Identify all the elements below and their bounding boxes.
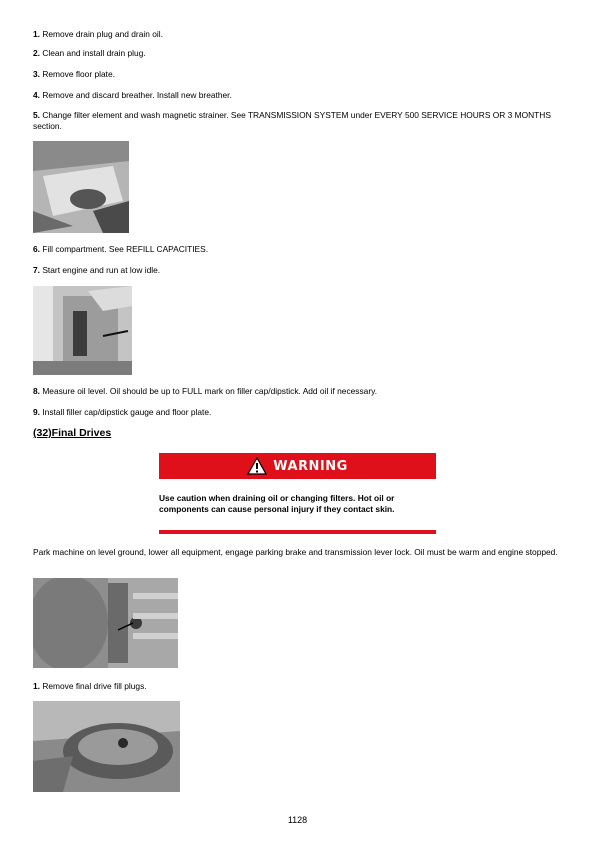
step-7 bbox=[33, 265, 558, 276]
step-text: Start engine and run at low idle. bbox=[42, 265, 161, 275]
step-number: 8. bbox=[33, 386, 40, 396]
step-text: Change filter element and wash magnetic strainer. See TRANSMISSION SYSTEM under EVERY 500 SERVICE HOURS OR 3 MONTHS section. bbox=[33, 110, 551, 131]
step-4 bbox=[33, 90, 558, 101]
photo-oil-level bbox=[33, 286, 132, 375]
warning-banner bbox=[159, 453, 436, 479]
step-number: 2. bbox=[33, 48, 40, 58]
warning-bottom-rule bbox=[159, 530, 436, 534]
step-number: 9. bbox=[33, 407, 40, 417]
step-1 bbox=[33, 29, 558, 40]
step-number: 1. bbox=[33, 681, 40, 691]
step-number: 7. bbox=[33, 265, 40, 275]
step-2 bbox=[33, 48, 558, 59]
photo-final-drive bbox=[33, 578, 178, 668]
step-5 bbox=[33, 110, 558, 132]
step-9 bbox=[33, 407, 558, 418]
section-heading: (32)Final Drives bbox=[33, 427, 112, 439]
warning-label: WARNING bbox=[273, 458, 348, 474]
step-final-1 bbox=[33, 681, 558, 692]
photo-fill-plugs bbox=[33, 701, 180, 792]
step-number: 1. bbox=[33, 29, 40, 39]
page-number: 1128 bbox=[287, 815, 308, 825]
step-number: 4. bbox=[33, 90, 40, 100]
step-text: Clean and install drain plug. bbox=[42, 48, 146, 58]
step-3 bbox=[33, 69, 558, 80]
warning-triangle-icon bbox=[247, 457, 267, 475]
step-text: Measure oil level. Oil should be up to FULL mark on filler cap/dipstick. Add oil if necessary. bbox=[42, 386, 378, 396]
step-text: Fill compartment. See REFILL CAPACITIES. bbox=[42, 244, 209, 254]
step-number: 6. bbox=[33, 244, 40, 254]
step-text: Remove floor plate. bbox=[42, 69, 115, 79]
intro-paragraph: Park machine on level ground, lower all equipment, engage parking brake and transmission lever lock. Oil must be warm and engine stopped. bbox=[33, 547, 558, 557]
step-text: Install filler cap/dipstick gauge and floor plate. bbox=[42, 407, 212, 417]
warning-text: Use caution when draining oil or changing filters. Hot oil or components can cause personal injury if they contact skin. bbox=[159, 493, 395, 514]
step-number: 5. bbox=[33, 110, 40, 120]
step-text: Remove final drive fill plugs. bbox=[42, 681, 147, 691]
step-text: Remove and discard breather. Install new breather. bbox=[42, 90, 232, 100]
step-number: 3. bbox=[33, 69, 40, 79]
step-text: Remove drain plug and drain oil. bbox=[42, 29, 163, 39]
step-8 bbox=[33, 386, 558, 397]
photo-filter-strainer bbox=[33, 141, 129, 233]
step-6 bbox=[33, 244, 558, 255]
